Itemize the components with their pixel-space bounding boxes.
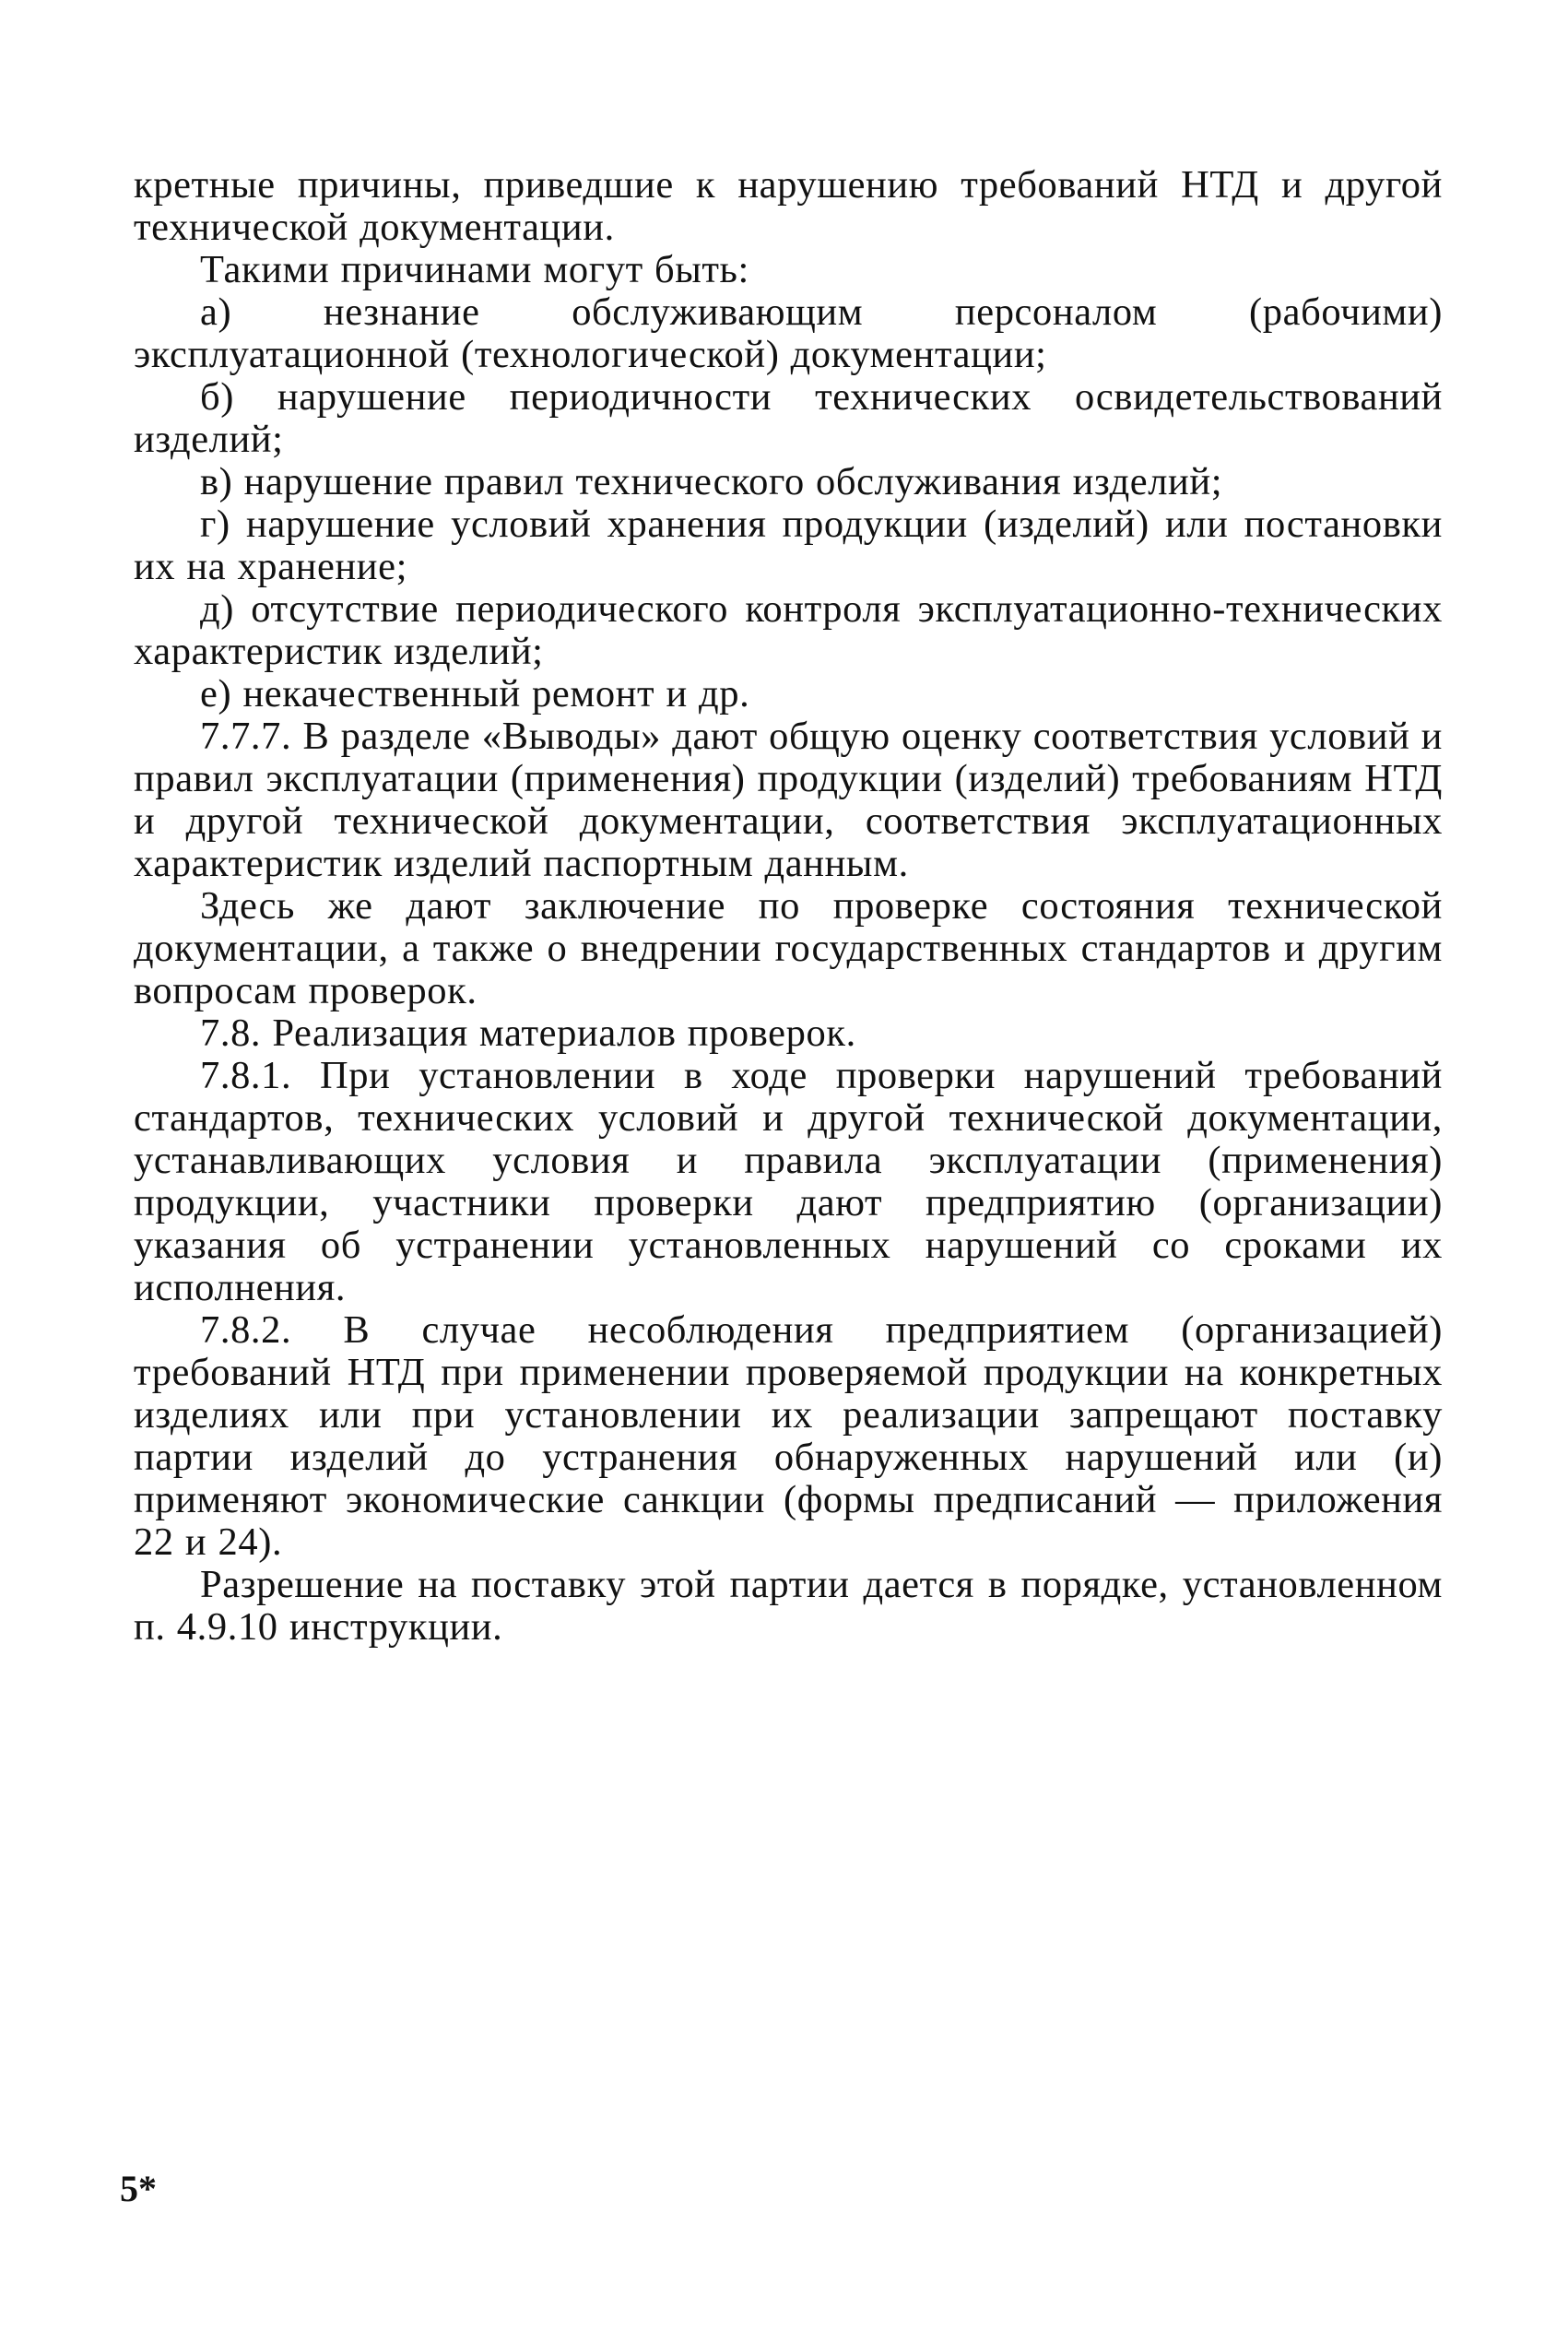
clause-7-8-heading: 7.8. Реализация материалов проверок. bbox=[200, 1011, 856, 1055]
clause-7-7-7: 7.7.7. В разделе «Выводы» дают общую оценку соответствия условий и правил эксплуатации (применения) продукции (изделий) требованиям НТД и другой технической документации, соответствия эксплуатационных характеристик изделий паспортным данным. bbox=[134, 715, 1443, 885]
list-item-v: в) нарушение правил технического обслуживания изделий; bbox=[200, 460, 1223, 503]
document-body bbox=[134, 164, 1443, 1649]
clause-7-8-1: 7.8.1. При установлении в ходе проверки нарушений требований стандартов, технических условий и другой технической документации, устанавливающих условия и правила эксплуатации (применения) продукции, участники проверки дают предприятию (организации) указания об устранении установленных нарушений со сроками их исполнения. bbox=[134, 1054, 1443, 1309]
list-item-g: г) нарушение условий хранения продукции (изделий) или постановки их на хранение; bbox=[134, 503, 1443, 588]
paragraph-conclusion: Здесь же дают заключение по проверке состояния технической документации, а также о внедрении государственных стандартов и другим вопросам проверок. bbox=[134, 884, 1443, 1012]
clause-7-8-2: 7.8.2. В случае несоблюдения предприятием (организацией) требований НТД при применении проверяемой продукции на конкретных изделиях или при установлении их реализации запрещают поставку партии изделий до устранения обнаруженных нарушений или (и) применяют экономические санкции (формы предписаний — приложения 22 и 24). bbox=[134, 1308, 1443, 1564]
list-item-e: е) некачественный ремонт и др. bbox=[200, 672, 750, 716]
paragraph-causes-lead: Такими причинами могут быть: bbox=[200, 248, 749, 291]
paragraph-permission: Разрешение на поставку этой партии дается в порядке, установленном п. 4.9.10 инструкции. bbox=[134, 1563, 1443, 1649]
page-signature-mark: 5* bbox=[120, 2168, 157, 2209]
list-item-d: д) отсутствие периодического контроля эксплуатационно-технических характеристик изделий; bbox=[134, 587, 1443, 673]
paragraph-causes-intro: кретные причины, приведшие к нарушению требований НТД и другой технической документации. bbox=[134, 163, 1443, 249]
list-item-a: а) незнание обслуживающим персоналом (рабочими) эксплуатационной (технологической) документации; bbox=[134, 290, 1443, 376]
list-item-b: б) нарушение периодичности технических освидетельствований изделий; bbox=[134, 375, 1443, 461]
